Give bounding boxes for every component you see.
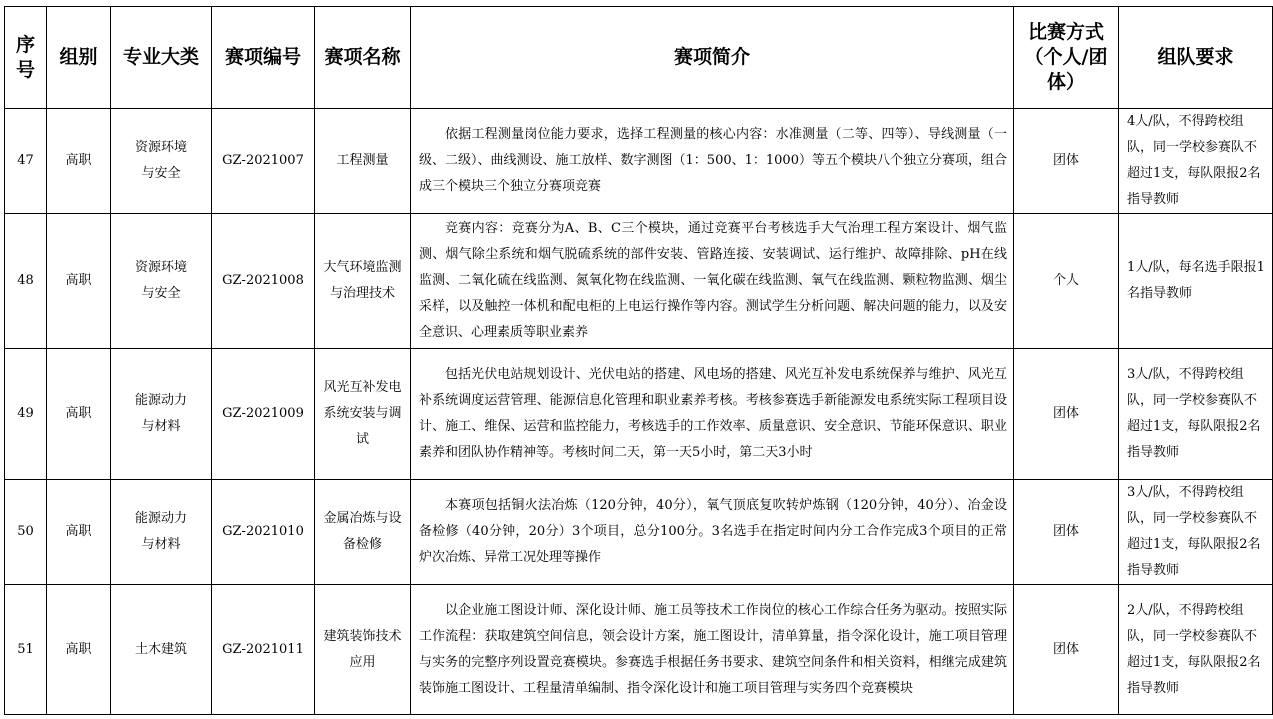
header-row <box>5 7 1273 109</box>
cell-group: 高职 <box>47 480 111 585</box>
table-row <box>5 480 1273 585</box>
header-seq: 序号 <box>5 7 47 109</box>
cell-category: 资源环境与安全 <box>111 214 212 349</box>
cell-mode: 团体 <box>1014 109 1119 214</box>
cell-intro: 本赛项包括铜火法冶炼（120分钟，40分），氧气顶底复吹转炉炼钢（120分钟，40分）、冶金设备检修（40分钟，20分）3个项目，总分100分。3名选手在指定时间内分工合作完成3个项目的正常炉次冶炼、异常工况处理等操作 <box>411 480 1014 585</box>
cell-team: 2人/队，不得跨校组队，同一学校参赛队不超过1支，每队限报2名指导教师 <box>1119 585 1273 715</box>
header-team: 组队要求 <box>1119 7 1273 109</box>
cell-name: 工程测量 <box>315 109 411 214</box>
cell-group: 高职 <box>47 585 111 715</box>
cell-seq: 48 <box>5 214 47 349</box>
cell-mode: 团体 <box>1014 480 1119 585</box>
cell-team: 3人/队，不得跨校组队，同一学校参赛队不超过1支，每队限报2名指导教师 <box>1119 480 1273 585</box>
cell-code: GZ-2021010 <box>212 480 315 585</box>
cell-code: GZ-2021009 <box>212 349 315 480</box>
competition-table <box>4 6 1273 715</box>
cell-seq: 51 <box>5 585 47 715</box>
cell-name: 金属冶炼与设备检修 <box>315 480 411 585</box>
cell-name: 风光互补发电系统安装与调试 <box>315 349 411 480</box>
header-name: 赛项名称 <box>315 7 411 109</box>
cell-team: 1人/队，每名选手限报1名指导教师 <box>1119 214 1273 349</box>
cell-code: GZ-2021008 <box>212 214 315 349</box>
table-row <box>5 214 1273 349</box>
cell-mode: 个人 <box>1014 214 1119 349</box>
cell-group: 高职 <box>47 349 111 480</box>
cell-intro: 以企业施工图设计师、深化设计师、施工员等技术工作岗位的核心工作综合任务为驱动。按照实际工作流程：获取建筑空间信息，领会设计方案，施工图设计，清单算量，指令深化设计，施工项目管理与实务的完整序列设置竞赛模块。参赛选手根据任务书要求、建筑空间条件和相关资料，相继完成建筑装饰施工图设计、工程量清单编制、指令深化设计和施工项目管理与实务四个竞赛模块 <box>411 585 1014 715</box>
cell-seq: 50 <box>5 480 47 585</box>
cell-seq: 47 <box>5 109 47 214</box>
cell-code: GZ-2021007 <box>212 109 315 214</box>
header-intro: 赛项简介 <box>411 7 1014 109</box>
cell-name: 大气环境监测与治理技术 <box>315 214 411 349</box>
cell-intro: 包括光伏电站规划设计、光伏电站的搭建、风电场的搭建、风光互补发电系统保养与维护、风光互补系统调度运营管理、能源信息化管理和职业素养考核。考核参赛选手新能源发电系统实际工程项目设计、施工、维保、运营和监控能力，考核选手的工作效率、质量意识、安全意识、节能环保意识、职业素养和团队协作精神等。考核时间二天，第一天5小时，第二天3小时 <box>411 349 1014 480</box>
header-group: 组别 <box>47 7 111 109</box>
header-category: 专业大类 <box>111 7 212 109</box>
cell-team: 3人/队，不得跨校组队，同一学校参赛队不超过1支，每队限报2名指导教师 <box>1119 349 1273 480</box>
header-mode: 比赛方式（个人/团体） <box>1014 7 1119 109</box>
cell-category: 能源动力与材料 <box>111 349 212 480</box>
cell-mode: 团体 <box>1014 585 1119 715</box>
cell-group: 高职 <box>47 214 111 349</box>
cell-team: 4人/队，不得跨校组队，同一学校参赛队不超过1支，每队限报2名指导教师 <box>1119 109 1273 214</box>
table-row <box>5 109 1273 214</box>
cell-intro: 依据工程测量岗位能力要求，选择工程测量的核心内容：水准测量（二等、四等）、导线测量（一级、二级）、曲线测设、施工放样、数字测图（1：500、1：1000）等五个模块八个独立分赛项，组合成三个模块三个独立分赛项竞赛 <box>411 109 1014 214</box>
header-code: 赛项编号 <box>212 7 315 109</box>
cell-group: 高职 <box>47 109 111 214</box>
table-row <box>5 349 1273 480</box>
table-row <box>5 585 1273 715</box>
cell-category: 土木建筑 <box>111 585 212 715</box>
cell-mode: 团体 <box>1014 349 1119 480</box>
cell-seq: 49 <box>5 349 47 480</box>
cell-name: 建筑装饰技术应用 <box>315 585 411 715</box>
cell-intro: 竞赛内容：竞赛分为A、B、C三个模块，通过竞赛平台考核选手大气治理工程方案设计、烟气监测、烟气除尘系统和烟气脱硫系统的部件安装、管路连接、安装调试、运行维护、故障排除、pH在线监测、二氧化硫在线监测、氮氧化物在线监测、一氧化碳在线监测、氧气在线监测、颗粒物监测、烟尘采样，以及触控一体机和配电柜的上电运行操作等内容。测试学生分析问题、解决问题的能力，以及安全意识、心理素质等职业素养 <box>411 214 1014 349</box>
cell-category: 能源动力与材料 <box>111 480 212 585</box>
cell-category: 资源环境与安全 <box>111 109 212 214</box>
cell-code: GZ-2021011 <box>212 585 315 715</box>
